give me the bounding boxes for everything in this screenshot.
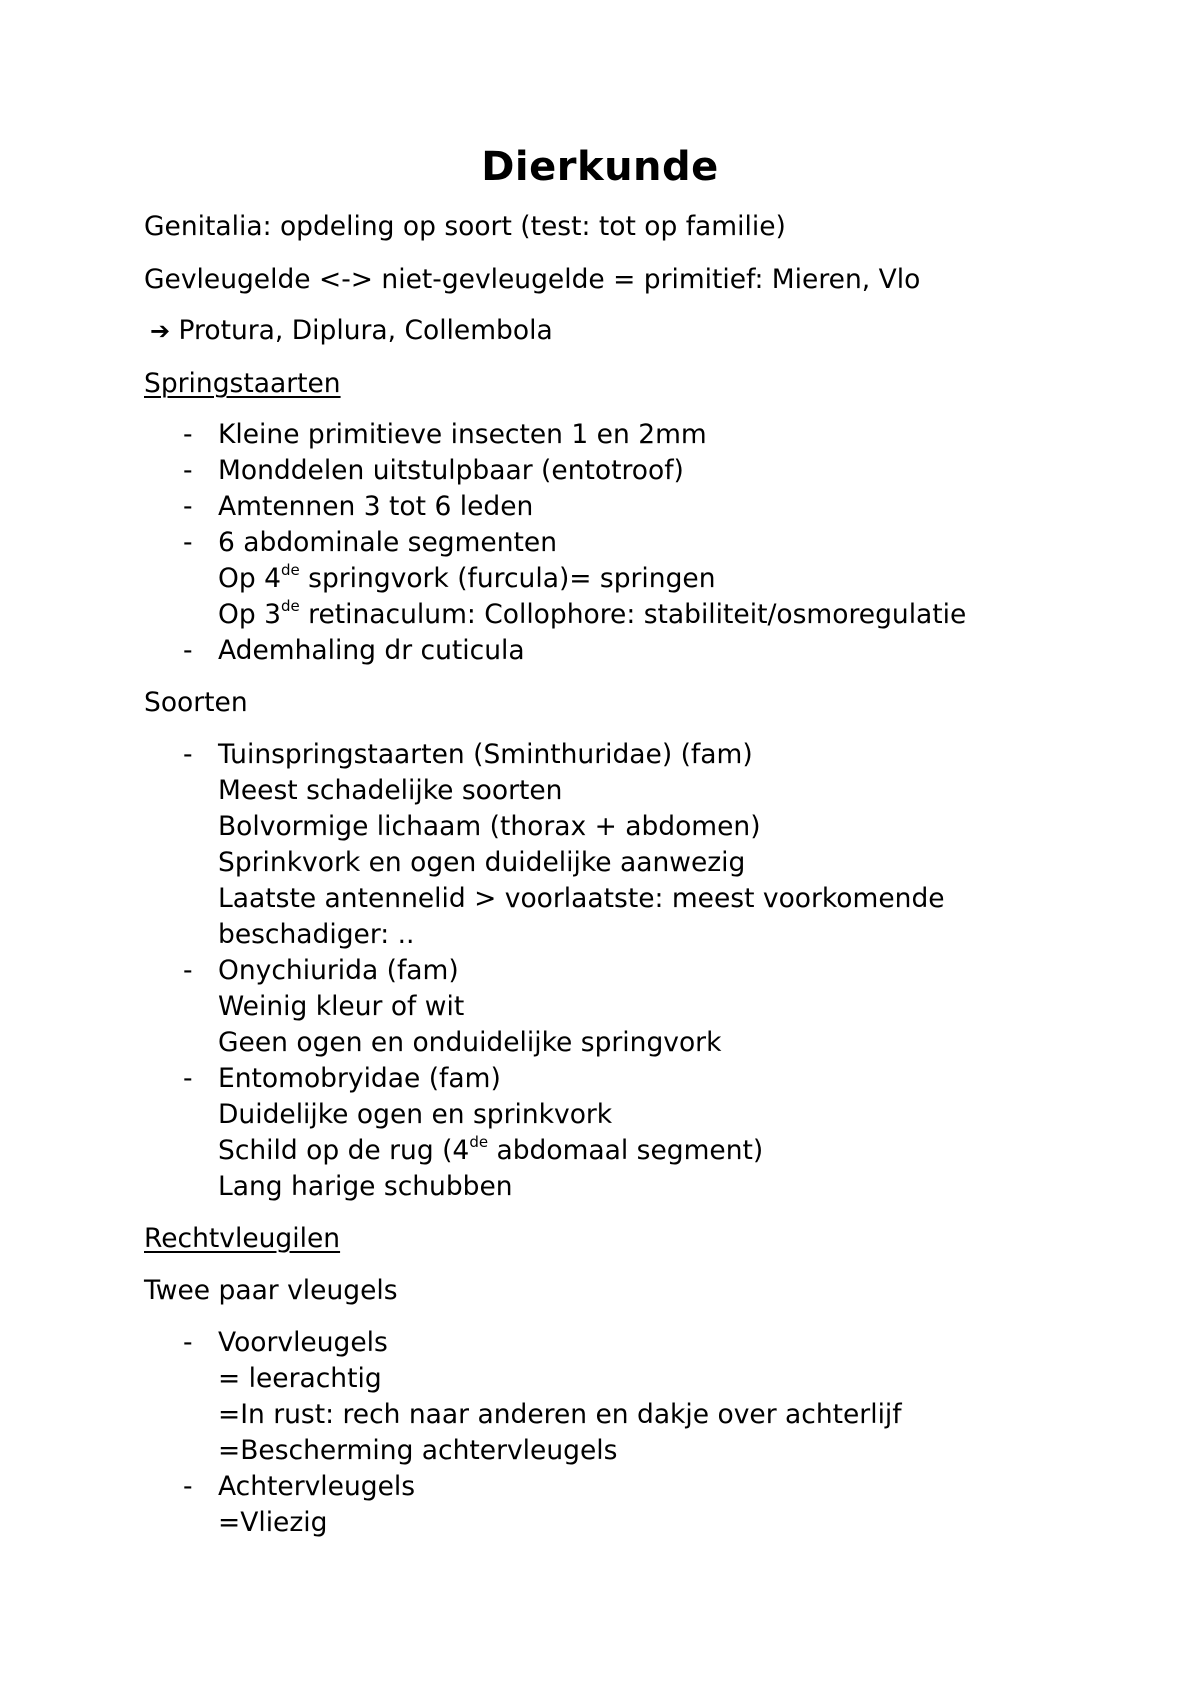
bullet-dash: - [183, 1063, 193, 1094]
list-item: Onychiurida (fam) [218, 955, 459, 986]
list-item: Voorvleugels [218, 1327, 388, 1358]
list-item-continuation: = leerachtig [218, 1363, 382, 1394]
bullet-dash: - [183, 1471, 193, 1502]
list-item-continuation: Geen ogen en onduidelijke springvork [218, 1027, 722, 1058]
text-segment: retinaculum: Collophore: stabiliteit/osmoregulatie [299, 599, 967, 630]
heading-springstaarten: Springstaarten [144, 368, 341, 399]
heading-soorten: Soorten [144, 687, 248, 718]
superscript: de [469, 1133, 489, 1152]
text-segment: Schild op de rug (4 [218, 1135, 470, 1166]
bullet-dash: - [183, 527, 193, 558]
list-item-continuation: Weinig kleur of wit [218, 991, 465, 1022]
list-item-continuation: Sprinkvork en ogen duidelijke aanwezig [218, 847, 746, 878]
list-item-continuation: =Vliezig [218, 1507, 328, 1538]
text-segment: springvork (furcula)= springen [299, 563, 716, 594]
arrow-right-icon: ➔ [150, 317, 171, 345]
intro-line-protura [150, 315, 553, 347]
list-item-continuation [218, 599, 966, 631]
list-item-continuation: Lang harige schubben [218, 1171, 513, 1202]
list-item: 6 abdominale segmenten [218, 527, 558, 558]
list-item: Kleine primitieve insecten 1 en 2mm [218, 419, 707, 450]
list-item: Ademhaling dr cuticula [218, 635, 525, 666]
list-item: Entomobryidae (fam) [218, 1063, 501, 1094]
superscript: de [280, 561, 300, 580]
list-item-continuation: Laatste antennelid > voorlaatste: meest voorkomende [218, 883, 945, 914]
list-item: Amtennen 3 tot 6 leden [218, 491, 534, 522]
page-title: Dierkunde [481, 144, 719, 190]
list-item-continuation [218, 1135, 763, 1167]
list-item: Achtervleugels [218, 1471, 416, 1502]
text-segment: Op 3 [218, 599, 281, 630]
bullet-dash: - [183, 419, 193, 450]
superscript: de [280, 597, 300, 616]
heading-rechtvleugilen: Rechtvleugilen [144, 1223, 341, 1254]
bullet-dash: - [183, 739, 193, 770]
text-segment: Op 4 [218, 563, 281, 594]
list-item-continuation: Meest schadelijke soorten [218, 775, 563, 806]
bullet-dash: - [183, 955, 193, 986]
intro-line-protura-text: Protura, Diplura, Collembola [178, 315, 553, 346]
list-item: Tuinspringstaarten (Sminthuridae) (fam) [218, 739, 753, 770]
intro-line-genitalia: Genitalia: opdeling op soort (test: tot op familie) [144, 211, 786, 242]
bullet-dash: - [183, 635, 193, 666]
list-item: Monddelen uitstulpbaar (entotroof) [218, 455, 684, 486]
list-item-continuation: Duidelijke ogen en sprinkvork [218, 1099, 613, 1130]
subheading-twee-paar: Twee paar vleugels [144, 1275, 398, 1306]
bullet-dash: - [183, 455, 193, 486]
bullet-dash: - [183, 1327, 193, 1358]
list-item-continuation: Bolvormige lichaam (thorax + abdomen) [218, 811, 761, 842]
text-segment: abdomaal segment) [488, 1135, 764, 1166]
intro-line-gevleugelde: Gevleugelde <-> niet-gevleugelde = primitief: Mieren, Vlo [144, 264, 921, 295]
list-item-continuation: =In rust: rech naar anderen en dakje over achterlijf [218, 1399, 902, 1430]
list-item-continuation: beschadiger: .. [218, 919, 415, 950]
list-item-continuation [218, 563, 716, 595]
bullet-dash: - [183, 491, 193, 522]
list-item-continuation: =Bescherming achtervleugels [218, 1435, 618, 1466]
